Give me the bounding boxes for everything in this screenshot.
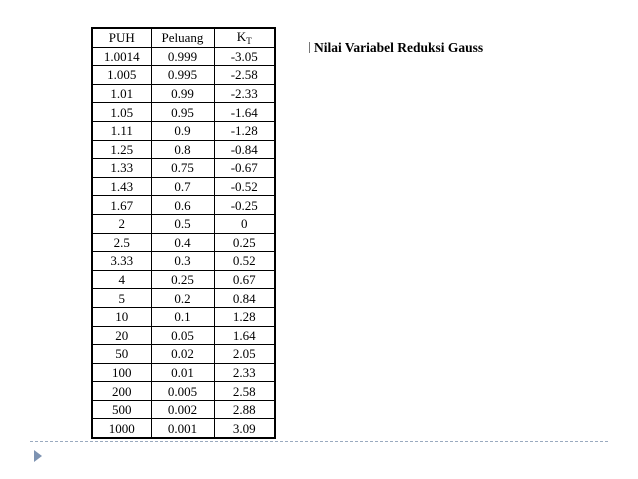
table-row <box>92 66 275 85</box>
peluang-cell: 0.05 <box>151 326 214 345</box>
table-row <box>92 84 275 103</box>
puh-cell: 2 <box>92 214 151 233</box>
slide-title <box>309 40 483 56</box>
puh-cell: 500 <box>92 400 151 419</box>
kt-cell: -0.84 <box>214 140 275 159</box>
puh-cell: 50 <box>92 345 151 364</box>
table-body <box>92 47 275 438</box>
puh-cell: 3.33 <box>92 252 151 271</box>
kt-cell: -2.33 <box>214 84 275 103</box>
kt-cell: -0.25 <box>214 196 275 215</box>
kt-cell: -0.52 <box>214 177 275 196</box>
peluang-cell: 0.3 <box>151 252 214 271</box>
puh-cell: 1.25 <box>92 140 151 159</box>
kt-cell: 2.88 <box>214 400 275 419</box>
puh-cell: 100 <box>92 363 151 382</box>
table-row <box>92 47 275 66</box>
kt-cell: 1.28 <box>214 307 275 326</box>
table-row <box>92 159 275 178</box>
kt-cell: 0.52 <box>214 252 275 271</box>
peluang-cell: 0.7 <box>151 177 214 196</box>
kt-cell: 1.64 <box>214 326 275 345</box>
table-row <box>92 307 275 326</box>
peluang-cell: 0.5 <box>151 214 214 233</box>
puh-cell: 1.05 <box>92 103 151 122</box>
table-row <box>92 419 275 438</box>
kt-cell: -1.28 <box>214 121 275 140</box>
table-row <box>92 326 275 345</box>
table-row <box>92 363 275 382</box>
table-row <box>92 400 275 419</box>
puh-cell: 2.5 <box>92 233 151 252</box>
table-row <box>92 345 275 364</box>
peluang-cell: 0.995 <box>151 66 214 85</box>
slide-title-text: Nilai Variabel Reduksi Gauss <box>314 40 484 55</box>
puh-cell: 1.67 <box>92 196 151 215</box>
peluang-cell: 0.005 <box>151 382 214 401</box>
kt-cell: -2.58 <box>214 66 275 85</box>
header-kt-subscript: T <box>246 35 252 46</box>
gauss-table-container <box>91 27 276 439</box>
puh-cell: 4 <box>92 270 151 289</box>
puh-cell: 1.0014 <box>92 47 151 66</box>
peluang-cell: 0.999 <box>151 47 214 66</box>
footer-divider <box>30 441 608 442</box>
peluang-cell: 0.75 <box>151 159 214 178</box>
table-row <box>92 140 275 159</box>
header-kt <box>214 28 275 47</box>
kt-cell: 0.84 <box>214 289 275 308</box>
triangle-bullet-icon <box>34 450 42 462</box>
header-kt-main: K <box>236 28 247 44</box>
peluang-cell: 0.002 <box>151 400 214 419</box>
table-header-row <box>92 28 275 47</box>
kt-cell: 2.33 <box>214 363 275 382</box>
puh-cell: 1.11 <box>92 121 151 140</box>
puh-cell: 1.005 <box>92 66 151 85</box>
peluang-cell: 0.4 <box>151 233 214 252</box>
peluang-cell: 0.9 <box>151 121 214 140</box>
kt-cell: 0 <box>214 214 275 233</box>
puh-cell: 5 <box>92 289 151 308</box>
puh-cell: 1.33 <box>92 159 151 178</box>
table-row <box>92 270 275 289</box>
puh-cell: 1000 <box>92 419 151 438</box>
puh-cell: 20 <box>92 326 151 345</box>
table-row <box>92 252 275 271</box>
kt-cell: 3.09 <box>214 419 275 438</box>
peluang-cell: 0.001 <box>151 419 214 438</box>
table-row <box>92 289 275 308</box>
table-row <box>92 233 275 252</box>
puh-cell: 10 <box>92 307 151 326</box>
table-row <box>92 196 275 215</box>
peluang-cell: 0.99 <box>151 84 214 103</box>
header-peluang: Peluang <box>151 28 214 47</box>
puh-cell: 1.01 <box>92 84 151 103</box>
kt-cell: 2.05 <box>214 345 275 364</box>
table-row <box>92 214 275 233</box>
gauss-reduction-table <box>91 27 276 439</box>
kt-cell: -1.64 <box>214 103 275 122</box>
peluang-cell: 0.1 <box>151 307 214 326</box>
peluang-cell: 0.8 <box>151 140 214 159</box>
kt-cell: -3.05 <box>214 47 275 66</box>
table-row <box>92 121 275 140</box>
title-bar-mark <box>309 42 310 53</box>
kt-cell: 0.67 <box>214 270 275 289</box>
puh-cell: 1.43 <box>92 177 151 196</box>
peluang-cell: 0.2 <box>151 289 214 308</box>
peluang-cell: 0.6 <box>151 196 214 215</box>
kt-cell: -0.67 <box>214 159 275 178</box>
peluang-cell: 0.01 <box>151 363 214 382</box>
header-puh: PUH <box>92 28 151 47</box>
kt-cell: 2.58 <box>214 382 275 401</box>
table-row <box>92 103 275 122</box>
peluang-cell: 0.25 <box>151 270 214 289</box>
table-row <box>92 177 275 196</box>
puh-cell: 200 <box>92 382 151 401</box>
kt-cell: 0.25 <box>214 233 275 252</box>
peluang-cell: 0.95 <box>151 103 214 122</box>
table-row <box>92 382 275 401</box>
peluang-cell: 0.02 <box>151 345 214 364</box>
